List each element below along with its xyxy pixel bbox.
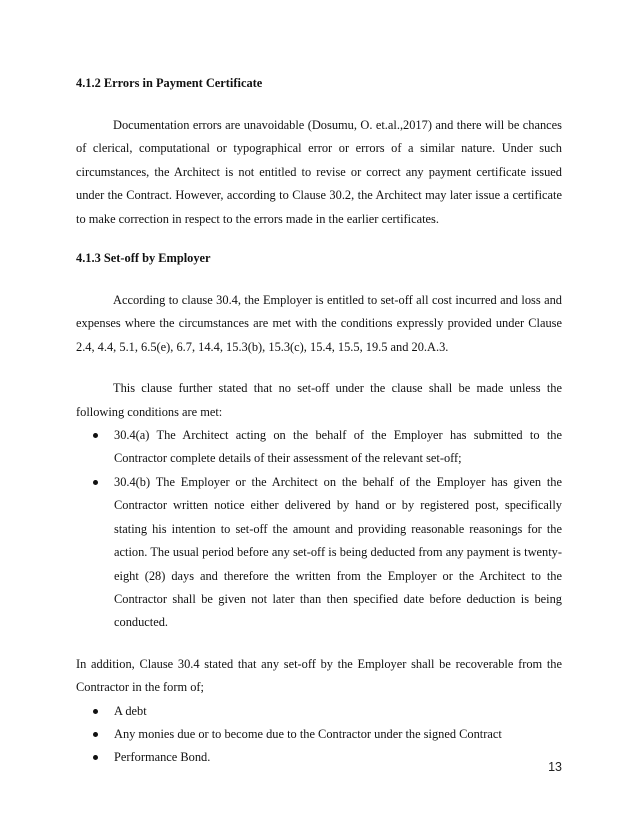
list-item <box>76 700 562 723</box>
setoff-paragraph: According to clause 30.4, the Employer is entitled to set-off all cost incurred and loss and expenses where the circumstances are met with the conditions expressly provided under Clause 2.4, 4.4, 5.1, 6.5(e), 6.7, 14.4, 15.3(b), 15.3(c), 15.4, 15.5, 19.5 and 20.A.3. <box>76 293 562 354</box>
page-number: 13 <box>548 760 562 774</box>
list-item <box>76 424 562 471</box>
list-item <box>76 723 562 746</box>
recovery-form-text: A debt <box>114 703 147 718</box>
bullet-icon <box>93 480 98 485</box>
page-content <box>76 74 562 770</box>
bullet-icon <box>93 709 98 714</box>
section-heading-4-1-2: 4.1.2 Errors in Payment Certificate <box>76 76 263 90</box>
recovery-form-text: Performance Bond. <box>114 750 211 765</box>
recovery-intro-paragraph: In addition, Clause 30.4 stated that any set-off by the Employer shall be recoverable from the Contractor in the form of; <box>76 656 562 695</box>
bullet-icon <box>93 732 98 737</box>
condition-text: 30.4(a) The Architect acting on the behalf of the Employer has submitted to the Contractor complete details of their assessment of the relevant set-off; <box>114 428 562 466</box>
section-heading-4-1-3: 4.1.3 Set-off by Employer <box>76 251 211 266</box>
errors-paragraph: Documentation errors are unavoidable (Dosumu, O. et.al.,2017) and there will be chances of clerical, computational or typographical error or errors of a similar nature. Under such circumstances, the Architect is not entitled to revise or correct any payment certificate issued under the Contract. However, according to Clause 30.2, the Architect may later issue a certificate to make correction in respect to the errors made in the earlier certificates. <box>76 118 562 226</box>
bullet-icon <box>93 433 98 438</box>
list-item <box>76 746 562 769</box>
conditions-intro-paragraph: This clause further stated that no set-off under the clause shall be made unless the following conditions are met: <box>76 381 562 419</box>
list-item <box>76 471 562 635</box>
recovery-form-text: Any monies due or to become due to the Contractor under the signed Contract <box>114 726 502 741</box>
conditions-list <box>76 424 562 635</box>
bullet-icon <box>93 755 98 760</box>
condition-text: 30.4(b) The Employer or the Architect on the behalf of the Employer has given the Contractor written notice either delivered by hand or by registered post, specifically stating his intention to set-off the amount and providing reasonable reasonings for the action. The usual period before any set-off is being deducted from any payment is twenty-eight (28) days and therefore the written from the Employer or the Architect to the Contractor shall be given not later than then specified date before deduction is being conducted. <box>114 474 562 630</box>
recovery-forms-list <box>76 700 562 770</box>
